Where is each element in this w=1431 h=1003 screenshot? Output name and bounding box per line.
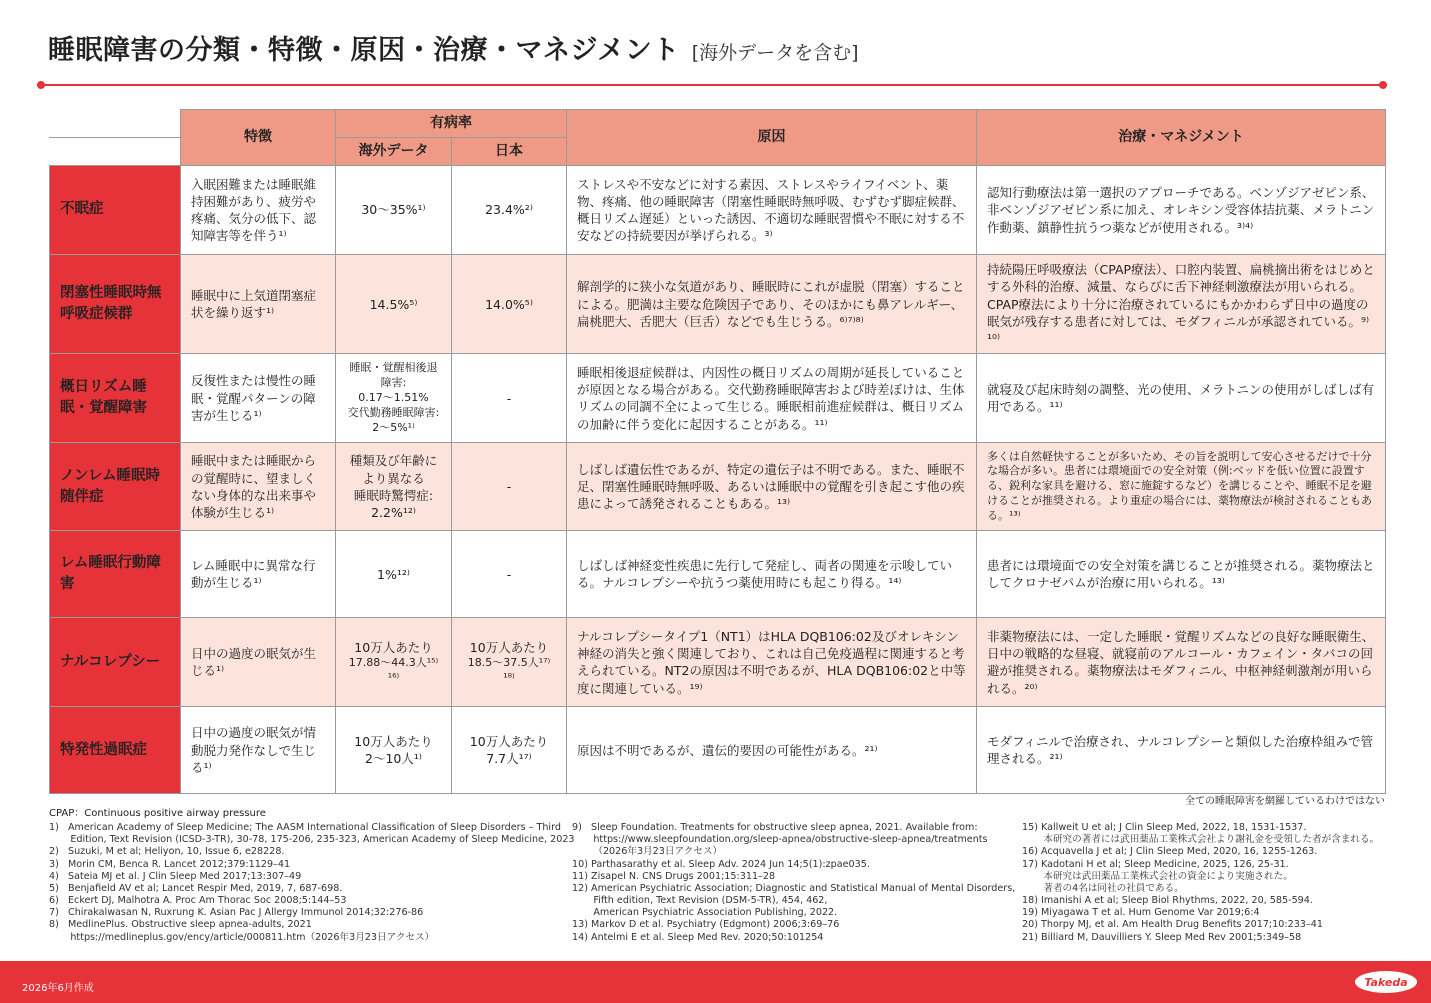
feature-cell: 睡眠中または睡眠からの覚醒時に、望ましくない身体的な出来事や体験が生じる¹⁾ <box>181 443 336 531</box>
treatment-cell: 患者には環境面での安全対策を講じることが推奨される。薬物療法としてクロナゼパムが治療に用いられる。¹³⁾ <box>977 531 1386 618</box>
overseas-cell <box>336 354 452 443</box>
overseas-line: 17.88〜44.3人¹⁵⁾¹⁶⁾ <box>348 656 439 684</box>
treatment-cell: 非薬物療法には、一定した睡眠・覚醒リズムなどの良好な睡眠衛生、日中の戦略的な昼寝、就寝前のアルコール・カフェイン・タバコの回避が推奨される。薬物療法はモダフィニル、中枢神経刺激剤が用いられる。²⁰⁾ <box>977 618 1386 707</box>
overseas-cell <box>336 618 452 707</box>
header-overseas: 海外データ <box>336 138 452 166</box>
row-heading: レム睡眠行動障害 <box>50 531 181 618</box>
header-japan: 日本 <box>452 138 567 166</box>
reference-line: https://medlineplus.gov/ency/article/000811.htm（2026年3月23日アクセス） <box>49 931 435 943</box>
title-rule <box>40 84 1383 86</box>
creation-date: 2026年6月作成 <box>22 983 94 994</box>
table-row <box>50 618 1386 707</box>
overseas-line: 種類及び年齢により異なる <box>349 453 438 486</box>
takeda-logo: Takeda <box>1355 971 1417 993</box>
feature-cell: 日中の過度の眠気が情動脱力発作なしで生じる¹⁾ <box>181 707 336 794</box>
row-heading: ノンレム睡眠時随伴症 <box>50 443 181 531</box>
feature-cell: 睡眠中に上気道閉塞症状を繰り返す¹⁾ <box>181 255 336 354</box>
overseas-cell <box>336 707 452 794</box>
japan-line: 7.7人¹⁷⁾ <box>486 751 532 767</box>
table-row <box>50 707 1386 794</box>
cause-cell: しばしば神経変性疾患に先行して発症し、両者の関連を示唆している。ナルコレプシーや抗うつ薬使用時にも起こり得る。¹⁴⁾ <box>567 531 977 618</box>
feature-cell: 入眠困難または睡眠維持困難があり、疲労や疼痛、気分の低下、認知障害等を伴う¹⁾ <box>181 166 336 255</box>
row-heading: 特発性過眠症 <box>50 707 181 794</box>
reference-line: American Psychiatric Association Publishing, 2022. <box>572 907 838 919</box>
references-col-2 <box>572 822 1015 944</box>
overseas-line: 2〜5%¹⁾ <box>372 420 415 434</box>
overseas-line: 10万人あたり <box>354 639 433 655</box>
overseas-line: 睡眠時驚愕症: <box>353 487 434 503</box>
japan-line: 10万人あたり <box>469 639 549 655</box>
overseas-cell: 30〜35%¹⁾ <box>336 166 452 255</box>
overseas-cell: 1%¹²⁾ <box>336 531 452 618</box>
reference-line: 15) Kallweit U et al; J Clin Sleep Med, 2022, 18, 1531-1537. <box>1022 822 1307 833</box>
footer-band <box>0 961 1431 1003</box>
table-row <box>50 354 1386 443</box>
reference-line: 12) American Psychiatric Association; Diagnostic and Statistical Manual of Mental Disorders, <box>572 882 1016 894</box>
reference-line: 14) Antelmi E et al. Sleep Med Rev. 2020;50:101254 <box>572 931 824 943</box>
japan-line: 10万人あたり <box>469 734 549 749</box>
reference-line: 2) Suzuki, M et al; Heliyon, 10, Issue 6, e28228. <box>49 846 285 858</box>
reference-line: 19) Miyagawa T et al. Hum Genome Var 2019;6:4 <box>1022 907 1260 919</box>
treatment-cell: 認知行動療法は第一選択のアプローチである。ベンゾジアゼピン系、非ベンゾジアゼピン系に加え、オレキシン受容体拮抗薬、メラトニン作動薬、鎮静性抗うつ薬などが使用される。³⁾⁴⁾ <box>977 166 1386 255</box>
reference-line: 18) Imanishi A et al; Sleep Biol Rhythms, 2022, 20, 585-594. <box>1022 895 1313 907</box>
sleep-disorder-table <box>49 109 1386 794</box>
coverage-note: 全ての睡眠障害を網羅しているわけではない <box>1185 796 1385 807</box>
reference-line: 11) Zisapel N. CNS Drugs 2001;15:311–28 <box>572 870 776 882</box>
reference-line: 4) Sateia MJ et al. J Clin Sleep Med 2017;13:307–49 <box>49 870 302 882</box>
reference-line: 17) Kadotani H et al; Sleep Medicine, 2025, 126, 25-31. <box>1022 858 1289 870</box>
reference-line: 3) Morin CM, Benca R. Lancet 2012;379:1129–41 <box>49 858 291 870</box>
reference-line: 本研究は武田薬品工業株式会社の資金により実施された。 <box>1022 870 1293 882</box>
japan-line: 18.5〜37.5人¹⁷⁾¹⁸⁾ <box>467 656 551 684</box>
reference-line: 16) Acquavella J et al; J Clin Sleep Med, 2020, 16, 1255-1263. <box>1022 846 1318 858</box>
reference-line: https://www.sleepfoundation.org/sleep-apnea/obstructive-sleep-apnea/treatments <box>572 834 988 846</box>
reference-line: 著者の4名は同社の社員である。 <box>1022 882 1184 894</box>
row-heading: 閉塞性睡眠時無呼吸症候群 <box>50 255 181 354</box>
treatment-cell: 多くは自然軽快することが多いため、その旨を説明して安心させるだけで十分な場合が多い。患者には環境面での安全対策（例:ベッドを低い位置に設置する、鋭利な家具を避ける、窓に施錠するなど）を講じることや、睡眠不足を避けることが推奨される。より重症の場合には、薬物療法が検討されることもある。¹³⁾ <box>977 443 1386 531</box>
overseas-line: 交代勤務睡眠障害: <box>347 405 440 419</box>
abbreviation-note: CPAP：Continuous positive airway pressure <box>49 808 266 819</box>
rule-dot-right <box>1379 81 1387 89</box>
references-col-1 <box>49 822 575 944</box>
cause-cell: 睡眠相後退症候群は、内因性の概日リズムの周期が延長していることが原因となる場合がある。交代勤務睡眠障害および時差ぼけは、生体リズムの同調不全によって生じる。睡眠相前進症候群は、概日リズムの加齢に伴う変化に起因することがある。¹¹⁾ <box>567 354 977 443</box>
header-prevalence: 有病率 <box>336 110 567 138</box>
japan-cell: 14.0%⁵⁾ <box>452 255 567 354</box>
reference-line: 5) Benjafield AV et al; Lancet Respir Med, 2019, 7, 687-698. <box>49 882 343 894</box>
reference-line: 21) Billiard M, Dauvilliers Y. Sleep Med Rev 2001;5:349–58 <box>1022 931 1302 943</box>
japan-cell <box>452 707 567 794</box>
japan-cell: - <box>452 531 567 618</box>
table-row <box>50 531 1386 618</box>
reference-line: 7) Chirakalwasan N, Ruxrung K. Asian Pac J Allergy Immunol 2014;32:276-86 <box>49 907 424 919</box>
reference-line: 6) Eckert DJ, Malhotra A. Proc Am Thorac Soc 2008;5:144–53 <box>49 895 347 907</box>
overseas-line: 10万人あたり <box>354 734 433 749</box>
japan-cell: - <box>452 354 567 443</box>
overseas-cell: 14.5%⁵⁾ <box>336 255 452 354</box>
reference-line: 13) Markov D et al. Psychiatry (Edgmont) 2006;3:69–76 <box>572 919 840 931</box>
table-row <box>50 443 1386 531</box>
feature-cell: レム睡眠中に異常な行動が生じる¹⁾ <box>181 531 336 618</box>
treatment-cell: 就寝及び起床時刻の調整、光の使用、メラトニンの使用がしばしば有用である。¹¹⁾ <box>977 354 1386 443</box>
japan-cell <box>452 618 567 707</box>
corner-cell <box>50 110 181 138</box>
cause-cell: ストレスや不安などに対する素因、ストレスやライフイベント、薬物、疼痛、他の睡眠障害（閉塞性睡眠時無呼吸、むずむず脚症候群、概日リズム遅延）といった誘因、不適切な睡眠習慣や不眠に対する不安などの持続要因が挙げられる。³⁾ <box>567 166 977 255</box>
reference-line: 本研究の著者には武田薬品工業株式会社より謝礼金を受領した者が含まれる。 <box>1022 834 1380 846</box>
japan-cell: 23.4%²⁾ <box>452 166 567 255</box>
page-title: 睡眠障害の分類・特徴・原因・治療・マネジメント <box>48 35 680 66</box>
reference-line: 8) MedlinePlus. Obstructive sleep apnea-adults, 2021 <box>49 919 312 931</box>
row-heading: 概日リズム睡眠・覚醒障害 <box>50 354 181 443</box>
cause-cell: しばしば遺伝性であるが、特定の遺伝子は不明である。また、睡眠不足、閉塞性睡眠時無呼吸、あるいは睡眠中の覚醒を引き起こす他の疾患によって誘発されることもある。¹³⁾ <box>567 443 977 531</box>
header-feature: 特徴 <box>181 110 336 166</box>
cause-cell: ナルコレプシータイプ1（NT1）はHLA DQB106:02及びオレキシン神経の消失と強く関連しており、これは自己免疫過程に関連すると考えられている。NT2の原因は不明であるが、HLA DQB106:02と中等度に関連している。¹⁹⁾ <box>567 618 977 707</box>
reference-line: Fifth edition, Text Revision (DSM-5-TR), 454, 462, <box>572 895 828 907</box>
feature-cell: 反復性または慢性の睡眠・覚醒パターンの障害が生じる¹⁾ <box>181 354 336 443</box>
table-row <box>50 166 1386 255</box>
row-heading: 不眠症 <box>50 166 181 255</box>
corner-cell-lower <box>50 138 181 166</box>
reference-line: 20) Thorpy MJ, et al. Am Health Drug Benefits 2017;10:233–41 <box>1022 919 1323 931</box>
row-heading: ナルコレプシー <box>50 618 181 707</box>
overseas-line: 睡眠・覚醒相後退障害: <box>349 361 438 389</box>
reference-line: 1) American Academy of Sleep Medicine; The AASM International Classification of Sleep Disorders – Third <box>49 822 561 833</box>
header-treatment: 治療・マネジメント <box>977 110 1386 166</box>
table-row <box>50 255 1386 354</box>
cause-cell: 解剖学的に狭小な気道があり、睡眠時にこれが虚脱（閉塞）することによる。肥満は主要な危険因子であり、そのほかにも鼻アレルギー、扁桃肥大、舌肥大（巨舌）などでも生じうる。⁶⁾⁷⁾⁸⁾ <box>567 255 977 354</box>
references-col-3 <box>1022 822 1379 944</box>
reference-line: 10) Parthasarathy et al. Sleep Adv. 2024 Jun 14;5(1):zpae035. <box>572 858 870 870</box>
overseas-cell <box>336 443 452 531</box>
treatment-cell: 持続陽圧呼吸療法（CPAP療法）、口腔内装置、扁桃摘出術をはじめとする外科的治療、減量、ならびに舌下神経刺激療法が用いられる。CPAP療法により十分に治療されているにもかかわらず日中の過度の眠気が残存する患者に対しては、モダフィニルが承認されている。⁹⁾¹⁰⁾ <box>977 255 1386 354</box>
overseas-line: 2.2%¹²⁾ <box>371 505 416 520</box>
reference-line: 9) Sleep Foundation. Treatments for obstructive sleep apnea, 2021. Available from: <box>572 822 978 833</box>
cause-cell: 原因は不明であるが、遺伝的要因の可能性がある。²¹⁾ <box>567 707 977 794</box>
feature-cell: 日中の過度の眠気が生じる¹⁾ <box>181 618 336 707</box>
reference-line: Edition, Text Revision (ICSD-3-TR), 30-78, 175-206, 235-323, American Academy of Sleep Medicine, 2023 <box>49 834 575 846</box>
rule-dot-left <box>37 81 45 89</box>
overseas-line: 2〜10人¹⁾ <box>365 751 422 767</box>
page-subtitle: [海外データを含む] <box>691 42 859 64</box>
reference-line: （2026年3月23日アクセス） <box>572 846 723 858</box>
header-cause: 原因 <box>567 110 977 166</box>
treatment-cell: モダフィニルで治療され、ナルコレプシーと類似した治療枠組みで管理される。²¹⁾ <box>977 707 1386 794</box>
header <box>48 28 1391 78</box>
japan-cell: - <box>452 443 567 531</box>
overseas-line: 0.17〜1.51% <box>358 390 429 404</box>
